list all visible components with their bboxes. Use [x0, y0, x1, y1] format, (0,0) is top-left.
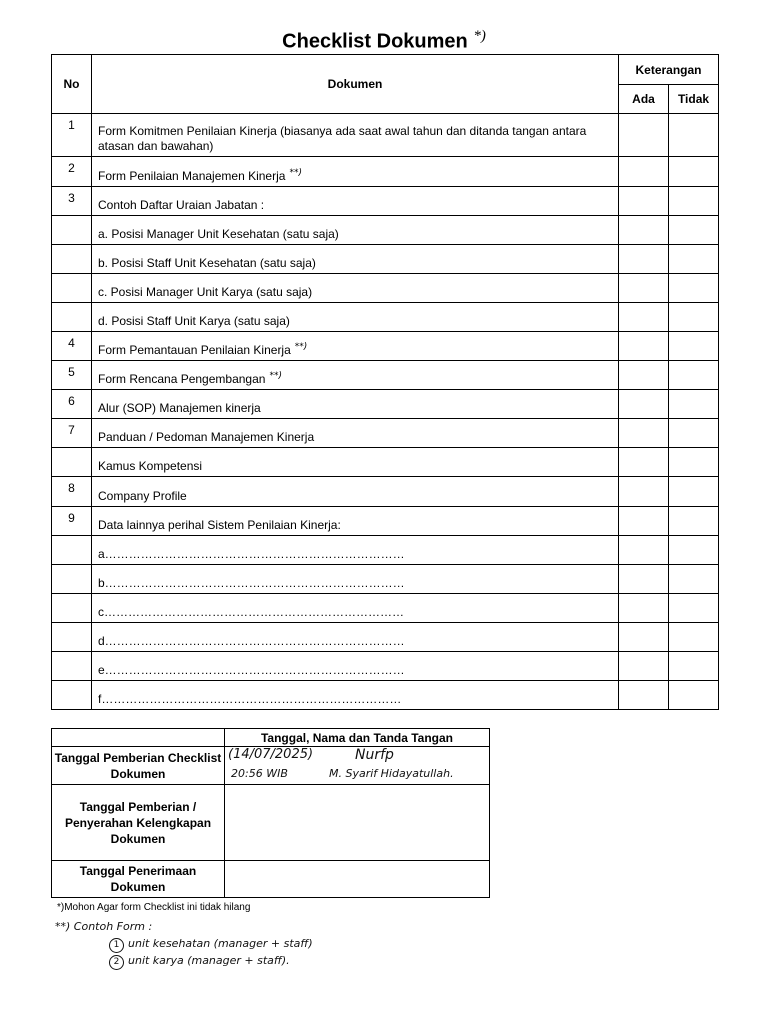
checkbox-ada[interactable]: [619, 477, 669, 507]
table-row: [52, 419, 719, 448]
table-row: [52, 565, 719, 594]
row-document-text: Form Pemantauan Penilaian Kinerja: [98, 343, 291, 357]
handwritten-date: (14/07/2025): [228, 747, 314, 762]
row-document-text: Data lainnya perihal Sistem Penilaian Kinerja:: [98, 518, 341, 532]
table-row: [52, 507, 719, 536]
row-document: [92, 623, 619, 652]
row-document: [92, 565, 619, 594]
table-row: [52, 652, 719, 681]
footnote: *)Mohon Agar form Checklist ini tidak hilang: [57, 902, 251, 913]
checkbox-ada[interactable]: [619, 157, 669, 187]
checkbox-tidak[interactable]: [669, 419, 719, 448]
row-document: [92, 332, 619, 361]
checkbox-ada[interactable]: [619, 114, 669, 157]
row-document-text: d…………………………………………………………………: [98, 634, 405, 648]
sign-label-penerimaan-dokumen: Tanggal Penerimaan Dokumen: [52, 861, 225, 898]
checkbox-ada[interactable]: [619, 507, 669, 536]
title-text: Checklist Dokumen: [282, 30, 468, 53]
row-document: [92, 419, 619, 448]
row-number: [52, 652, 92, 681]
row-number: [52, 623, 92, 652]
row-document: [92, 187, 619, 216]
row-document: [92, 157, 619, 187]
checkbox-tidak[interactable]: [669, 157, 719, 187]
handwritten-note-item-text: unit karya (manager + staff).: [128, 954, 290, 967]
handwritten-note-heading: **) Contoh Form :: [55, 920, 153, 933]
sign-value-pemberian-checklist: [225, 747, 490, 785]
row-number: [52, 245, 92, 274]
row-document-text: b. Posisi Staff Unit Kesehatan (satu saja): [98, 256, 316, 270]
row-number: 1: [52, 114, 92, 157]
checkbox-tidak[interactable]: [669, 187, 719, 216]
checkbox-tidak[interactable]: [669, 114, 719, 157]
table-row: [52, 448, 719, 477]
handwritten-mark: **): [269, 371, 282, 381]
row-document: [92, 507, 619, 536]
checkbox-tidak[interactable]: [669, 390, 719, 419]
checkbox-tidak[interactable]: [669, 565, 719, 594]
circled-number: 1: [109, 938, 124, 953]
table-row: [52, 303, 719, 332]
table-row: [52, 187, 719, 216]
row-number: 9: [52, 507, 92, 536]
row-document-text: f…………………………………………………………………: [98, 692, 402, 706]
checkbox-tidak[interactable]: [669, 448, 719, 477]
sign-value-penyerahan-dokumen: [225, 785, 490, 861]
checkbox-tidak[interactable]: [669, 623, 719, 652]
header-keterangan: Keterangan: [619, 55, 719, 85]
checkbox-ada[interactable]: [619, 274, 669, 303]
table-row: [52, 536, 719, 565]
handwritten-mark: **): [289, 168, 302, 178]
checkbox-tidak[interactable]: [669, 652, 719, 681]
checkbox-ada[interactable]: [619, 390, 669, 419]
title-footnote-mark: *): [473, 28, 486, 44]
checkbox-ada[interactable]: [619, 623, 669, 652]
checkbox-ada[interactable]: [619, 652, 669, 681]
row-document-text: Form Komitmen Penilaian Kinerja (biasanya ada saat awal tahun dan ditanda tangan antara atasan dan bawahan): [98, 124, 587, 153]
row-document-text: a. Posisi Manager Unit Kesehatan (satu saja): [98, 227, 339, 241]
row-number: [52, 216, 92, 245]
row-document: [92, 245, 619, 274]
circled-number: 2: [109, 955, 124, 970]
row-document-text: d. Posisi Staff Unit Karya (satu saja): [98, 314, 290, 328]
row-number: 5: [52, 361, 92, 390]
row-document-text: b…………………………………………………………………: [98, 576, 405, 590]
row-number: 3: [52, 187, 92, 216]
table-row: [52, 361, 719, 390]
checkbox-ada[interactable]: [619, 536, 669, 565]
row-number: 6: [52, 390, 92, 419]
row-number: [52, 448, 92, 477]
checkbox-tidak[interactable]: [669, 536, 719, 565]
row-document: [92, 274, 619, 303]
checkbox-ada[interactable]: [619, 594, 669, 623]
checkbox-ada[interactable]: [619, 448, 669, 477]
table-row: [52, 245, 719, 274]
handwritten-note-item: [55, 952, 313, 969]
row-document-text: Form Rencana Pengembangan: [98, 372, 266, 386]
checkbox-ada[interactable]: [619, 245, 669, 274]
page-title: [0, 28, 768, 54]
row-number: [52, 274, 92, 303]
row-number: 8: [52, 477, 92, 507]
row-document-text: Contoh Daftar Uraian Jabatan :: [98, 198, 265, 212]
row-document-text: Panduan / Pedoman Manajemen Kinerja: [98, 430, 315, 444]
table-row: [52, 477, 719, 507]
table-row: [52, 216, 719, 245]
checkbox-ada[interactable]: [619, 361, 669, 390]
signature-table: [51, 728, 490, 898]
handwritten-note-item-text: unit kesehatan (manager + staff): [128, 937, 313, 950]
row-document: [92, 477, 619, 507]
checkbox-ada[interactable]: [619, 419, 669, 448]
handwritten-name: M. Syarif Hidayatullah.: [329, 767, 454, 780]
handwritten-signature: Nurfp: [355, 747, 394, 763]
header-no: No: [52, 55, 92, 114]
row-document: [92, 652, 619, 681]
checkbox-ada[interactable]: [619, 681, 669, 710]
table-row: [52, 274, 719, 303]
checkbox-tidak[interactable]: [669, 332, 719, 361]
table-row: [52, 114, 719, 157]
row-document-text: Alur (SOP) Manajemen kinerja: [98, 401, 261, 415]
row-document: [92, 390, 619, 419]
sign-value-penerimaan-dokumen: [225, 861, 490, 898]
row-number: 2: [52, 157, 92, 187]
checkbox-ada[interactable]: [619, 216, 669, 245]
row-document-text: e…………………………………………………………………: [98, 663, 405, 677]
header-tidak: Tidak: [669, 85, 719, 114]
checkbox-tidak[interactable]: [669, 274, 719, 303]
row-number: [52, 594, 92, 623]
checkbox-ada[interactable]: [619, 303, 669, 332]
table-row: [52, 332, 719, 361]
table-row: [52, 157, 719, 187]
row-document-text: a…………………………………………………………………: [98, 547, 405, 561]
checkbox-tidak[interactable]: [669, 245, 719, 274]
handwritten-note: [55, 918, 313, 969]
handwritten-mark: **): [294, 342, 308, 352]
row-document-text: c…………………………………………………………………: [98, 605, 404, 619]
row-number: 7: [52, 419, 92, 448]
checkbox-tidak[interactable]: [669, 507, 719, 536]
row-number: [52, 536, 92, 565]
table-row: [52, 623, 719, 652]
row-document-text: Kamus Kompetensi: [98, 459, 203, 473]
checkbox-ada[interactable]: [619, 332, 669, 361]
checkbox-tidak[interactable]: [669, 216, 719, 245]
row-document: [92, 361, 619, 390]
row-document-text: c. Posisi Manager Unit Karya (satu saja): [98, 285, 313, 299]
sign-label-pemberian-checklist: Tanggal Pemberian Checklist Dokumen: [52, 747, 225, 785]
checkbox-tidak[interactable]: [669, 361, 719, 390]
checkbox-ada[interactable]: [619, 187, 669, 216]
checkbox-tidak[interactable]: [669, 681, 719, 710]
row-document: [92, 536, 619, 565]
row-number: 4: [52, 332, 92, 361]
row-document: [92, 594, 619, 623]
checkbox-tidak[interactable]: [669, 303, 719, 332]
row-document: [92, 303, 619, 332]
checkbox-ada[interactable]: [619, 565, 669, 594]
row-document: [92, 681, 619, 710]
header-ada: Ada: [619, 85, 669, 114]
sign-label-penyerahan-dokumen: Tanggal Pemberian / Penyerahan Kelengkapan Dokumen: [52, 785, 225, 861]
row-number: [52, 565, 92, 594]
checkbox-tidak[interactable]: [669, 594, 719, 623]
row-document-text: Form Penilaian Manajemen Kinerja: [98, 169, 286, 183]
row-document: [92, 216, 619, 245]
table-row: [52, 594, 719, 623]
handwritten-note-item: [55, 935, 313, 952]
header-dokumen: Dokumen: [92, 55, 619, 114]
sign-header: Tanggal, Nama dan Tanda Tangan: [225, 729, 490, 747]
handwritten-time: 20:56 WIB: [231, 767, 288, 780]
table-row: [52, 390, 719, 419]
row-document-text: Company Profile: [98, 489, 187, 503]
table-row: [52, 681, 719, 710]
row-document: [92, 448, 619, 477]
row-number: [52, 303, 92, 332]
row-number: [52, 681, 92, 710]
document-checklist-table: [51, 54, 719, 710]
row-document: [92, 114, 619, 157]
checkbox-tidak[interactable]: [669, 477, 719, 507]
